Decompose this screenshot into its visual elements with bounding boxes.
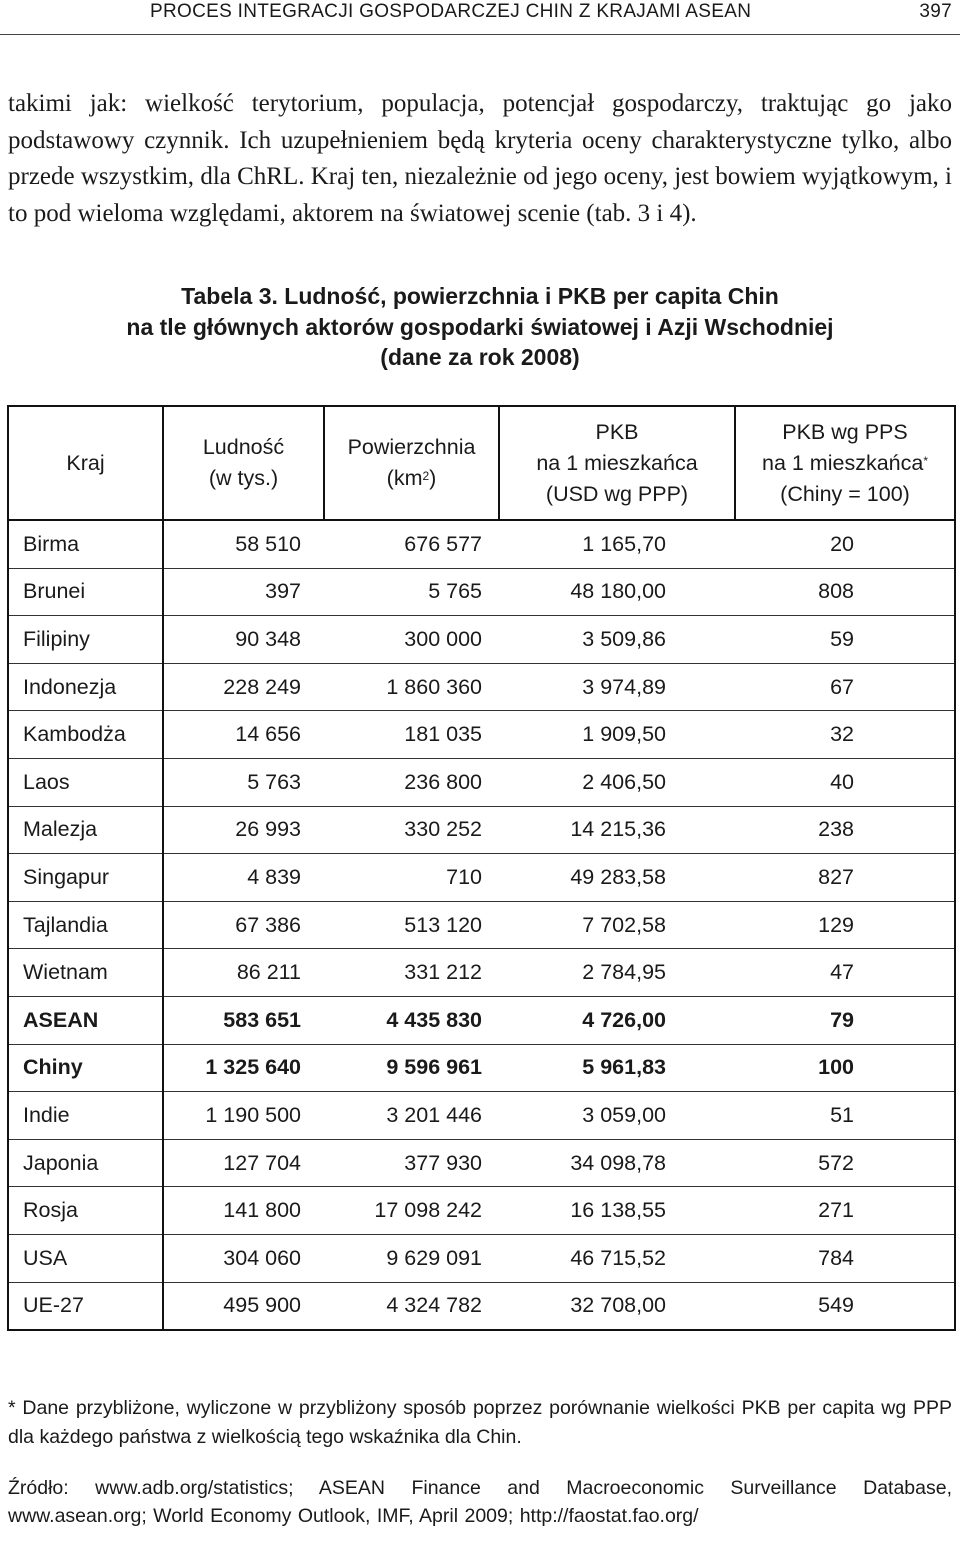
cell-ludnosc: 67 386 [163, 901, 324, 949]
cell-ludnosc: 1 325 640 [163, 1044, 324, 1092]
cell-pkb: 4 726,00 [499, 996, 735, 1044]
cell-pps: 784 [735, 1234, 955, 1282]
cell-pps: 572 [735, 1139, 955, 1187]
cell-powierzchnia: 4 435 830 [324, 996, 499, 1044]
cell-ludnosc: 397 [163, 568, 324, 616]
cell-kraj: ASEAN [8, 996, 163, 1044]
table-row [8, 758, 955, 806]
cell-pkb: 32 708,00 [499, 1282, 735, 1330]
table-row [8, 1234, 955, 1282]
cell-ludnosc: 86 211 [163, 949, 324, 997]
cell-pps: 51 [735, 1092, 955, 1140]
cell-ludnosc: 26 993 [163, 806, 324, 854]
table-header-row [8, 406, 955, 520]
cell-powierzchnia: 710 [324, 854, 499, 902]
cell-kraj: Malezja [8, 806, 163, 854]
cell-kraj: USA [8, 1234, 163, 1282]
cell-powierzchnia: 4 324 782 [324, 1282, 499, 1330]
cell-powierzchnia: 513 120 [324, 901, 499, 949]
cell-pkb: 14 215,36 [499, 806, 735, 854]
cell-powierzchnia: 331 212 [324, 949, 499, 997]
header-kraj: Kraj [8, 406, 163, 520]
cell-ludnosc: 228 249 [163, 663, 324, 711]
cell-powierzchnia: 9 629 091 [324, 1234, 499, 1282]
cell-powierzchnia: 5 765 [324, 568, 499, 616]
cell-kraj: Indie [8, 1092, 163, 1140]
cell-pkb: 3 974,89 [499, 663, 735, 711]
cell-pkb: 7 702,58 [499, 901, 735, 949]
cell-pkb: 49 283,58 [499, 854, 735, 902]
cell-pps: 67 [735, 663, 955, 711]
cell-pkb: 16 138,55 [499, 1187, 735, 1235]
cell-pkb: 3 509,86 [499, 616, 735, 664]
cell-pps: 549 [735, 1282, 955, 1330]
cell-powierzchnia: 9 596 961 [324, 1044, 499, 1092]
table-caption-line-1: Tabela 3. Ludność, powierzchnia i PKB per capita Chin [181, 283, 779, 309]
table-row [8, 996, 955, 1044]
cell-powierzchnia: 676 577 [324, 520, 499, 568]
table-row [8, 949, 955, 997]
cell-kraj: Singapur [8, 854, 163, 902]
cell-ludnosc: 1 190 500 [163, 1092, 324, 1140]
table-row [8, 901, 955, 949]
running-title: PROCES INTEGRACJI GOSPODARCZEJ CHIN Z KRAJAMI ASEAN [150, 1, 752, 22]
cell-powierzchnia: 17 098 242 [324, 1187, 499, 1235]
cell-pkb: 2 784,95 [499, 949, 735, 997]
table-caption-line-2: na tle głównych aktorów gospodarki światowej i Azji Wschodniej [126, 313, 834, 340]
cell-ludnosc: 304 060 [163, 1234, 324, 1282]
cell-pkb: 34 098,78 [499, 1139, 735, 1187]
cell-pps: 47 [735, 949, 955, 997]
cell-kraj: Rosja [8, 1187, 163, 1235]
cell-powierzchnia: 181 035 [324, 711, 499, 759]
cell-kraj: Chiny [8, 1044, 163, 1092]
cell-ludnosc: 127 704 [163, 1139, 324, 1187]
footnote: * Dane przybliżone, wyliczone w przybliżony sposób poprzez porównanie wielkości PKB per capita wg PPP dla każdego państwa z wielkością tego wskaźnika dla Chin. [8, 1397, 952, 1448]
cell-pps: 827 [735, 854, 955, 902]
cell-kraj: Filipiny [8, 616, 163, 664]
cell-powierzchnia: 236 800 [324, 758, 499, 806]
cell-ludnosc: 141 800 [163, 1187, 324, 1235]
page-number: 397 [919, 1, 952, 22]
cell-pps: 32 [735, 711, 955, 759]
cell-pkb: 5 961,83 [499, 1044, 735, 1092]
table-row [8, 806, 955, 854]
header-ludnosc: Ludność (w tys.) [163, 406, 324, 520]
cell-pkb: 3 059,00 [499, 1092, 735, 1140]
cell-ludnosc: 5 763 [163, 758, 324, 806]
table-row [8, 1044, 955, 1092]
cell-pps: 40 [735, 758, 955, 806]
table-row [8, 568, 955, 616]
table-caption-line-3: (dane za rok 2008) [380, 344, 580, 370]
cell-ludnosc: 583 651 [163, 996, 324, 1044]
table-row [8, 616, 955, 664]
cell-kraj: Wietnam [8, 949, 163, 997]
cell-pps: 100 [735, 1044, 955, 1092]
table-row [8, 1092, 955, 1140]
table-row [8, 711, 955, 759]
cell-pkb: 46 715,52 [499, 1234, 735, 1282]
cell-pkb: 2 406,50 [499, 758, 735, 806]
cell-pps: 79 [735, 996, 955, 1044]
table-row [8, 1187, 955, 1235]
cell-powierzchnia: 300 000 [324, 616, 499, 664]
table-row [8, 854, 955, 902]
cell-powierzchnia: 3 201 446 [324, 1092, 499, 1140]
cell-ludnosc: 4 839 [163, 854, 324, 902]
cell-pkb: 1 165,70 [499, 520, 735, 568]
cell-kraj: Japonia [8, 1139, 163, 1187]
body-paragraph: takimi jak: wielkość terytorium, populacja, potencjał gospodarczy, traktując go jako podstawowy czynnik. Ich uzupełnieniem będą kryteria oceny charakterystyczne tylko, albo przede wszystkim, dla ChRL. Kraj ten, niezależnie od jego oceny, jest bowiem wyjątkowym, i to pod wieloma względami, aktorem na światowej scenie (tab. 3 i 4). [8, 90, 952, 227]
cell-powierzchnia: 377 930 [324, 1139, 499, 1187]
cell-pkb: 1 909,50 [499, 711, 735, 759]
table-caption [0, 281, 960, 373]
cell-ludnosc: 90 348 [163, 616, 324, 664]
table-row [8, 520, 955, 568]
cell-pps: 238 [735, 806, 955, 854]
cell-kraj: Tajlandia [8, 901, 163, 949]
table-row [8, 1139, 955, 1187]
cell-pps: 808 [735, 568, 955, 616]
cell-kraj: Kambodża [8, 711, 163, 759]
table-row [8, 1282, 955, 1330]
cell-pps: 271 [735, 1187, 955, 1235]
cell-kraj: Laos [8, 758, 163, 806]
cell-ludnosc: 495 900 [163, 1282, 324, 1330]
cell-kraj: Birma [8, 520, 163, 568]
header-pkb-pps: PKB wg PPS na 1 mieszkańca* (Chiny = 100) [735, 406, 955, 520]
cell-pps: 129 [735, 901, 955, 949]
source-note: Źródło: www.adb.org/statistics; ASEAN Finance and Macroeconomic Surveillance Database, www.asean.org; World Economy Outlook, IMF, April 2009; http://faostat.fao.org/ [8, 1477, 952, 1527]
cell-pps: 20 [735, 520, 955, 568]
cell-powierzchnia: 1 860 360 [324, 663, 499, 711]
cell-kraj: Indonezja [8, 663, 163, 711]
cell-pps: 59 [735, 616, 955, 664]
cell-kraj: Brunei [8, 568, 163, 616]
cell-kraj: UE-27 [8, 1282, 163, 1330]
running-header [0, 0, 960, 35]
header-pkb: PKB na 1 mieszkańca (USD wg PPP) [499, 406, 735, 520]
cell-powierzchnia: 330 252 [324, 806, 499, 854]
header-powierzchnia: Powierzchnia $(km^2)$ [324, 406, 499, 520]
cell-ludnosc: 58 510 [163, 520, 324, 568]
data-table [7, 405, 956, 1331]
table-row [8, 663, 955, 711]
cell-ludnosc: 14 656 [163, 711, 324, 759]
cell-pkb: 48 180,00 [499, 568, 735, 616]
